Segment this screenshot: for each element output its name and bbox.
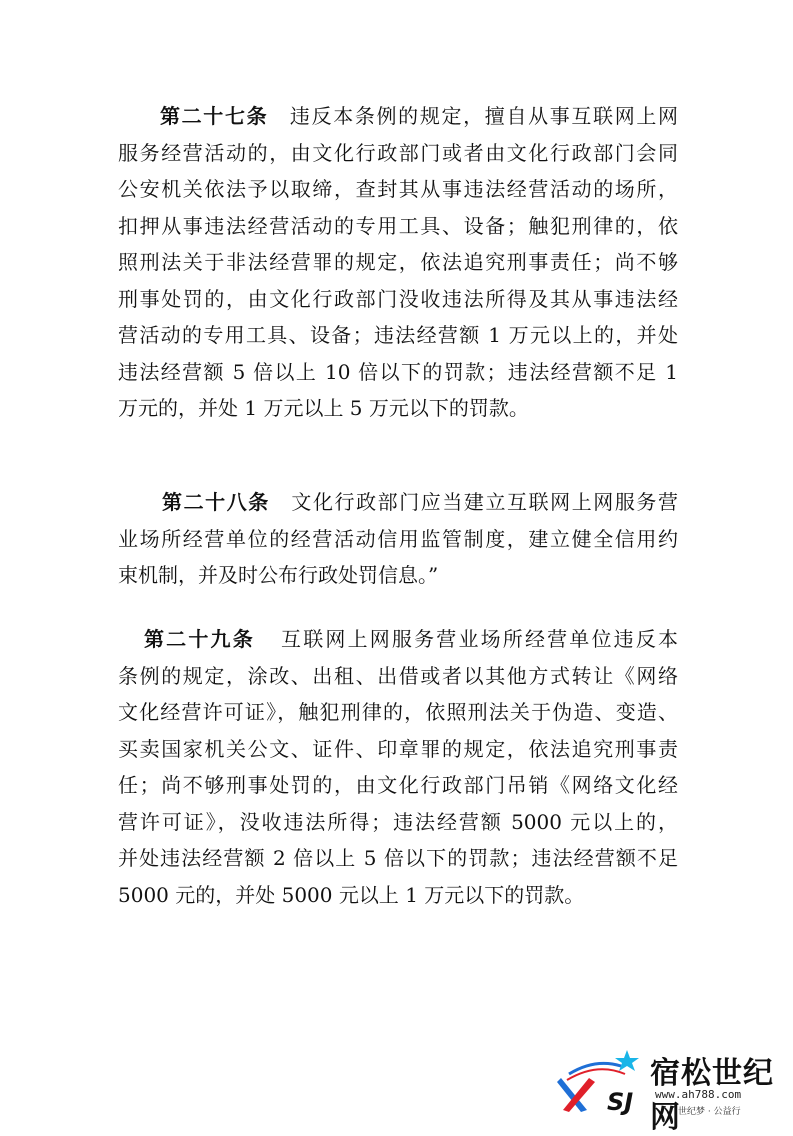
article-line: 5000 元的，并处 5000 元以上 1 万元以下的罚款。	[118, 882, 585, 907]
article-text: 互联网上网服务营业场所经营单位违反本	[278, 627, 679, 651]
svg-text:SJ: SJ	[607, 1088, 634, 1116]
site-slogan: 世纪梦 · 公益行	[678, 1107, 741, 1117]
site-name: 宿松世纪网	[650, 1056, 774, 1135]
article-28	[118, 484, 678, 594]
article-29	[118, 621, 678, 913]
article-line: 买卖国家机关公文、证件、印章罪的规定，依法追究刑事责	[118, 736, 678, 761]
article-line: 扣押从事违法经营活动的专用工具、设备；触犯刑律的，依	[118, 213, 678, 238]
article-line: 并处违法经营额 2 倍以上 5 倍以下的罚款；违法经营额不足	[118, 846, 678, 870]
article-line	[118, 621, 678, 658]
article-heading: 第二十七条	[160, 104, 269, 128]
article-line: 业场所经营单位的经营活动信用监管制度，建立健全信用约	[118, 526, 678, 551]
article-line: 条例的规定，涂改、出租、出借或者以其他方式转让《网络	[118, 663, 678, 688]
article-text: 文化行政部门应当建立互联网上网服务营	[289, 490, 679, 514]
article-line: 营活动的专用工具、设备；违法经营额 1 万元以上的，并处	[118, 323, 678, 347]
article-text: 违反本条例的规定，擅自从事互联网上网	[288, 104, 679, 128]
site-logo-icon	[555, 1048, 655, 1118]
article-line: 服务经营活动的，由文化行政部门或者由文化行政部门会同	[118, 140, 678, 165]
article-line: 刑事处罚的，由文化行政部门没收违法所得及其从事违法经	[118, 286, 678, 311]
article-line: 文化经营许可证》，触犯刑律的，依照刑法关于伪造、变造、	[118, 700, 678, 724]
article-line: 违法经营额 5 倍以上 10 倍以下的罚款；违法经营额不足 1	[118, 359, 678, 384]
article-line: 照刑法关于非法经营罪的规定，依法追究刑事责任；尚不够	[118, 250, 678, 274]
article-line: 公安机关依法予以取缔，查封其从事违法经营活动的场所，	[118, 177, 678, 201]
article-line: 任；尚不够刑事处罚的，由文化行政部门吊销《网络文化经	[118, 773, 678, 797]
article-line	[118, 484, 678, 521]
article-heading: 第二十八条	[162, 490, 270, 514]
article-line	[118, 98, 678, 135]
site-url: www.ah788.com	[655, 1088, 742, 1101]
article-line: 万元的，并处 1 万元以上 5 万元以下的罚款。	[118, 396, 529, 420]
site-watermark	[555, 1048, 790, 1135]
article-27	[118, 98, 678, 427]
article-line: 营许可证》，没收违法所得；违法经营额 5000 元以上的，	[118, 809, 678, 834]
article-line: 束机制，并及时公布行政处罚信息。”	[118, 563, 439, 587]
article-heading: 第二十九条	[144, 627, 255, 651]
